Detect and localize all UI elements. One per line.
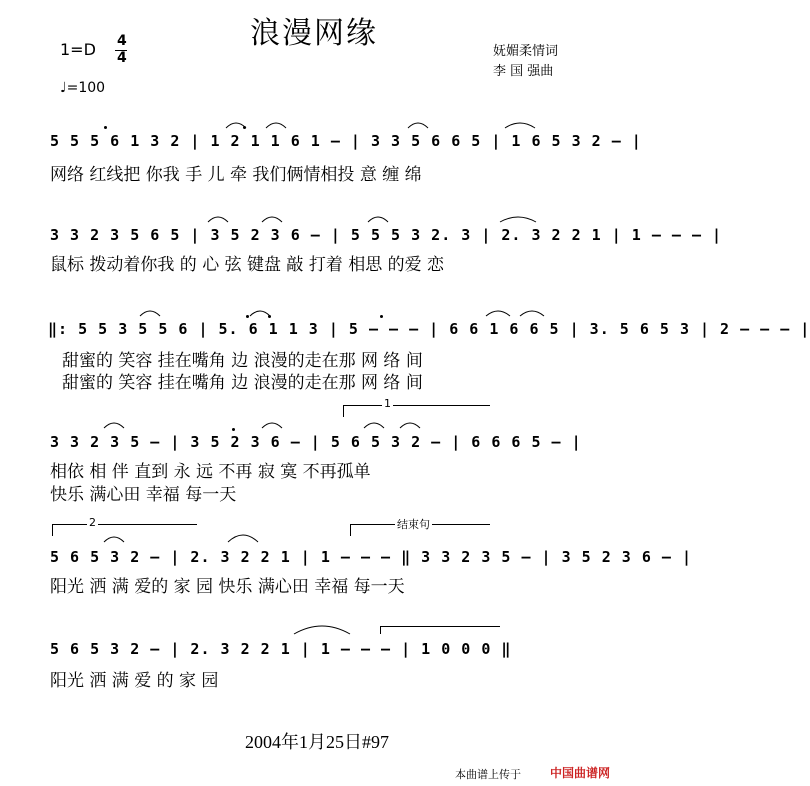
- row-3-lyrics-verse-1: 甜蜜的 笑容 挂在嘴角 边 浪漫的走在那 网 络 间: [62, 351, 423, 371]
- composer-credit: 李 国 强曲: [493, 64, 554, 79]
- coda-label: 结束句: [397, 518, 430, 531]
- site-logo: 中国曲谱网: [550, 766, 611, 780]
- time-signature-bottom: 4: [117, 50, 127, 66]
- row-5-notes: 5 6 5 3 2 – | 2. 3 2 2 1 | 1 – – – ‖ 3 3 2 3 5 – | 3 5 2 3 6 – |: [50, 548, 692, 566]
- row-5-lyrics: 阳光 洒 满 爱的 家 园 快乐 满心田 幸福 每一天: [50, 577, 405, 597]
- song-title: 浪漫网缘: [250, 16, 378, 51]
- ending-1-label: 1: [384, 397, 391, 410]
- ending-2-label: 2: [89, 516, 96, 529]
- lyricist-credit: 妩媚柔情词: [493, 44, 559, 59]
- date-stamp: 2004年1月25日#97: [245, 732, 389, 752]
- row-4-lyrics-verse-2: 快乐 满心田 幸福 每一天: [50, 485, 237, 505]
- row-6-lyrics: 阳光 洒 满 爱 的 家 园: [50, 671, 219, 691]
- key-signature: 1=D: [60, 40, 96, 59]
- row-3-lyrics-verse-2: 甜蜜的 笑容 挂在嘴角 边 浪漫的走在那 网 络 间: [62, 373, 423, 393]
- tempo-marking: ♩=100: [60, 80, 106, 96]
- row-4-notes: 3 3 2 3 5 – | 3 5 2 3 6 – | 5 6 5 3 2 – | 6 6 6 5 – |: [50, 433, 582, 451]
- row-1-notes: 5 5 5 6 1 3 2 | 1 2 1 1 6 1 – | 3 3 5 6 6 5 | 1 6 5 3 2 – |: [50, 132, 642, 150]
- row-4-lyrics-verse-1: 相依 相 伴 直到 永 远 不再 寂 寞 不再孤单: [50, 462, 371, 482]
- time-signature-top: 4: [117, 33, 127, 49]
- row-3-notes: ‖: 5 5 3 5 5 6 | 5. 6 1 1 3 | 5 – – – | 6 6 1 6 6 5 | 3. 5 6 5 3 | 2 – – – |: [48, 320, 810, 338]
- footer-text: 本曲谱上传于: [455, 768, 521, 781]
- row-6-notes: 5 6 5 3 2 – | 2. 3 2 2 1 | 1 – – – | 1 0 0 0 ‖: [50, 640, 512, 658]
- row-2-notes: 3 3 2 3 5 6 5 | 3 5 2 3 6 – | 5 5 5 3 2. 3 | 2. 3 2 2 1 | 1 – – – |: [50, 226, 723, 244]
- row-2-lyrics: 鼠标 拨动着你我 的 心 弦 键盘 敲 打着 相思 的爱 恋: [50, 255, 445, 275]
- row-1-lyrics: 网络 红线把 你我 手 儿 牵 我们俩情相投 意 缠 绵: [50, 165, 422, 185]
